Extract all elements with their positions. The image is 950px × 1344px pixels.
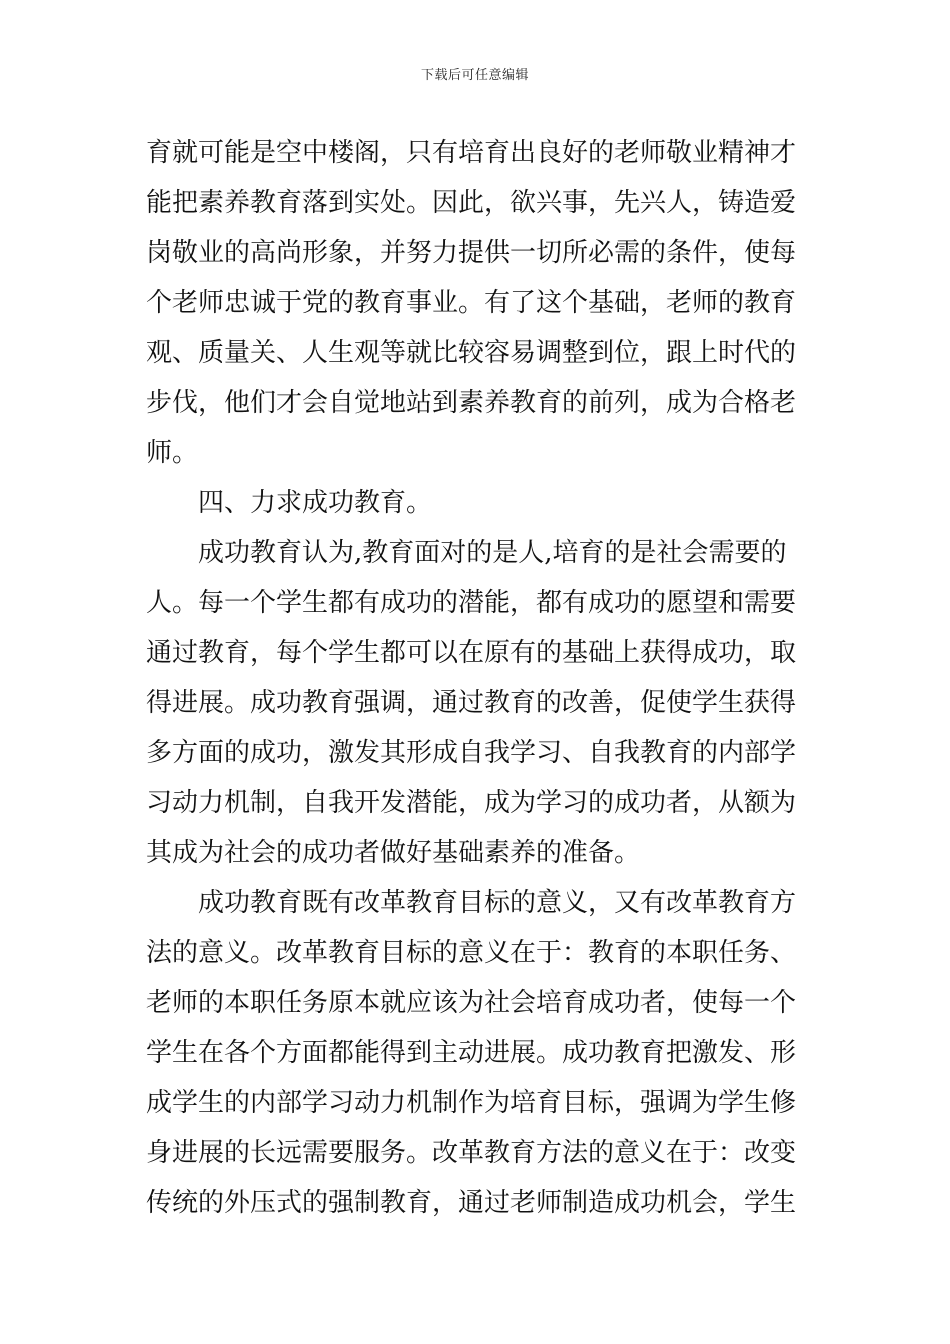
text-line: 成功教育认为,教育面对的是人,培育的是社会需要的 [198,538,787,568]
text-line: 岗敬业的高尚形象，并努力提供一切所必需的条件，使每 [146,238,797,268]
text-line: 学生在各个方面都能得到主动进展。成功教育把激发、形 [146,1038,797,1068]
document-body [146,128,808,1228]
text-line: 成学生的内部学习动力机制作为培育目标，强调为学生修 [146,1088,797,1118]
text-line: 师。 [146,438,199,468]
text-line: 个老师忠诚于党的教育事业。有了这个基础，老师的教育 [146,288,797,318]
text-line: 观、质量关、人生观等就比较容易调整到位，跟上时代的 [146,338,797,368]
text-line: 步伐，他们才会自觉地站到素养教育的前列，成为合格老 [146,388,797,418]
text-line: 育就可能是空中楼阁，只有培育出良好的老师敬业精神才 [146,138,797,168]
text-line: 其成为社会的成功者做好基础素养的准备。 [146,838,641,868]
text-line: 传统的外压式的强制教育，通过老师制造成功机会，学生 [146,1188,797,1218]
text-line: 得进展。成功教育强调，通过教育的改善，促使学生获得 [146,688,797,718]
text-line: 多方面的成功，激发其形成自我学习、自我教育的内部学 [146,738,797,768]
text-line: 法的意义。改革教育目标的意义在于：教育的本职任务、 [146,938,797,968]
section-heading: 四、力求成功教育。 [198,488,433,518]
text-line: 通过教育，每个学生都可以在原有的基础上获得成功，取 [146,638,797,668]
page-header: 下载后可任意编辑 [420,68,529,83]
text-line: 人。每一个学生都有成功的潜能，都有成功的愿望和需要 [146,588,797,618]
text-line: 老师的本职任务原本就应该为社会培育成功者，使每一个 [146,988,797,1018]
text-line: 习动力机制，自我开发潜能，成为学习的成功者，从额为 [146,788,797,818]
text-line: 身进展的长远需要服务。改革教育方法的意义在于：改变 [146,1138,797,1168]
text-line: 能把素养教育落到实处。因此，欲兴事，先兴人，铸造爱 [146,188,797,218]
text-line: 成功教育既有改革教育目标的意义，又有改革教育方 [198,888,797,918]
